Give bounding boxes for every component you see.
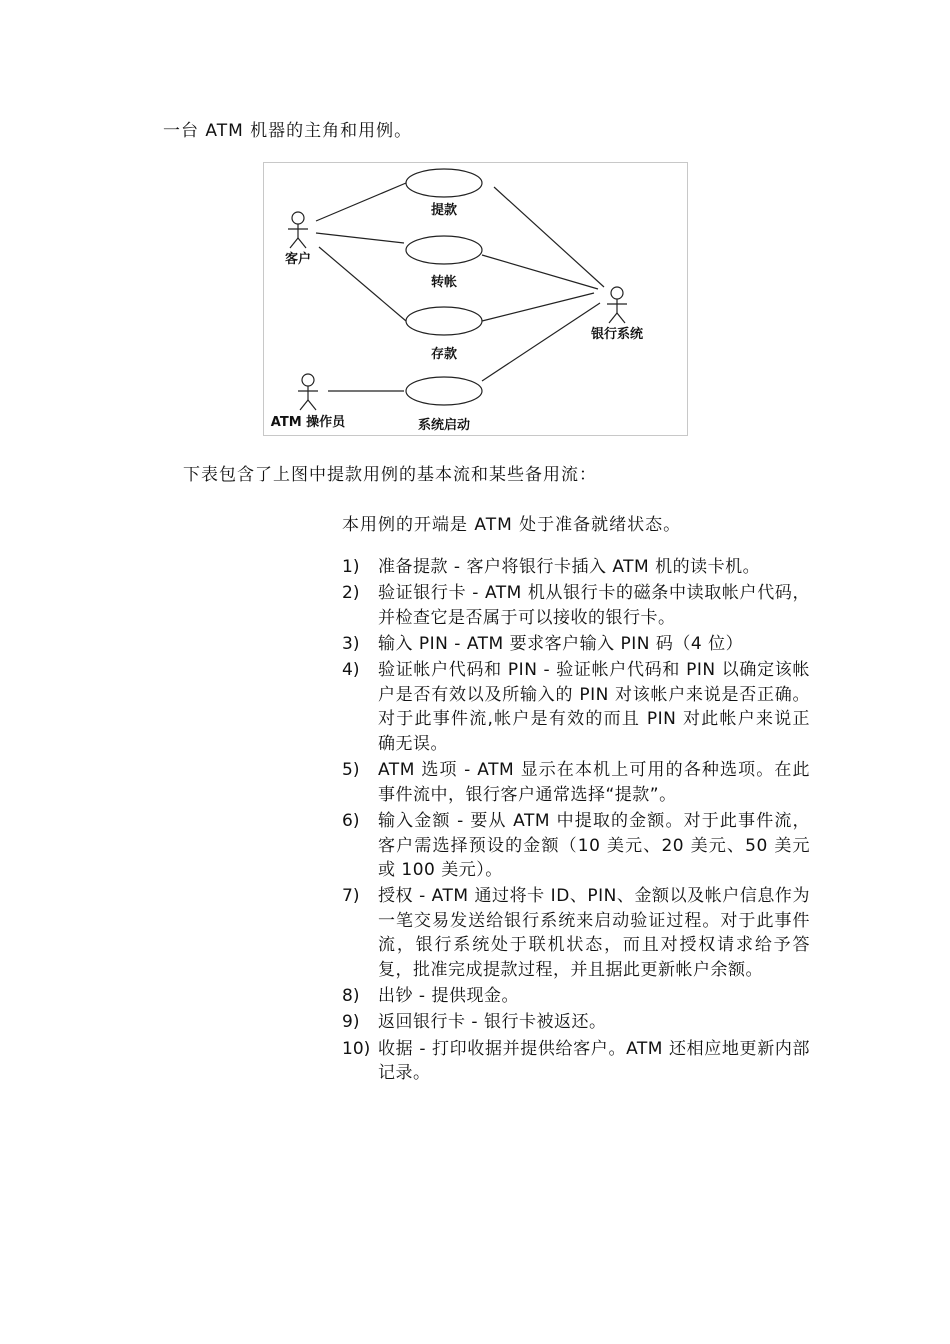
use-case-diagram-svg xyxy=(264,163,689,437)
list-item xyxy=(342,758,810,807)
assoc-customer-deposit xyxy=(319,247,406,321)
intro-text: 下表包含了上图中提款用例的基本流和某些备用流： xyxy=(183,465,597,485)
assoc-customer-transfer xyxy=(316,233,404,243)
step-text: 准备提款 - 客户将银行卡插入 ATM 机的读卡机。 xyxy=(378,557,761,577)
step-text: 输入金额 - 要从 ATM 中提取的金额。对于此事件流，客户需选择预设的金额（10 美元、20 美元、50 美元或 100 美元）。 xyxy=(378,810,810,881)
step-number: 2) xyxy=(342,583,360,604)
assoc-customer-withdraw xyxy=(316,183,406,221)
actor-operator-icon xyxy=(298,374,318,410)
use-case-transfer xyxy=(406,236,482,264)
use-case-deposit xyxy=(406,307,482,335)
step-text: ATM 选项 - ATM 显示在本机上可用的各种选项。在此事件流中，银行客户通常选择“提款”。 xyxy=(378,760,810,805)
list-item xyxy=(342,809,810,883)
step-text: 输入 PIN - ATM 要求客户输入 PIN 码（4 位） xyxy=(378,633,744,654)
step-number: 9) xyxy=(342,1012,360,1033)
use-case-label-startup: 系统启动 xyxy=(417,418,471,433)
list-item xyxy=(342,658,810,756)
assoc-withdraw-bank xyxy=(494,187,604,287)
step-number: 4) xyxy=(342,660,360,681)
list-item xyxy=(342,632,810,657)
step-number: 7) xyxy=(342,886,360,907)
actor-label-customer: 客户 xyxy=(284,252,312,267)
start-text: 本用例的开端是 ATM 处于准备就绪状态。 xyxy=(342,515,682,535)
use-case-startup xyxy=(406,377,482,405)
basic-flow-list xyxy=(342,555,810,1087)
actor-label-operator: ATM 操作员 xyxy=(270,415,346,430)
use-case-label-deposit: 存款 xyxy=(430,347,458,362)
step-number: 10) xyxy=(342,1038,371,1059)
step-number: 6) xyxy=(342,810,360,831)
list-item xyxy=(342,1010,810,1035)
list-item xyxy=(342,555,810,580)
assoc-startup-bank xyxy=(482,303,600,381)
step-text: 返回银行卡 - 银行卡被返还。 xyxy=(378,1012,607,1033)
use-case-label-transfer: 转帐 xyxy=(430,275,458,290)
step-number: 8) xyxy=(342,986,360,1007)
step-number: 5) xyxy=(342,760,360,781)
step-text: 验证帐户代码和 PIN - 验证帐户代码和 PIN 以确定该帐户是否有效以及所输入的 PIN 对该帐户来说是否正确。对于此事件流,帐户是有效的而且 PIN 对此帐户来说正确无误。 xyxy=(378,660,810,754)
list-item xyxy=(342,581,810,630)
use-case-diagram xyxy=(263,162,688,436)
step-text: 验证银行卡 - ATM 机从银行卡的磁条中读取帐户代码，并检查它是否属于可以接收的银行卡。 xyxy=(378,583,810,628)
use-case-label-withdraw: 提款 xyxy=(430,203,458,218)
assoc-deposit-bank xyxy=(482,293,594,321)
step-text: 出钞 - 提供现金。 xyxy=(378,986,519,1007)
actor-label-bank: 银行系统 xyxy=(590,327,644,342)
step-text: 授权 - ATM 通过将卡 ID、PIN、金额以及帐户信息作为一笔交易发送给银行系统来启动验证过程。对于此事件流，银行系统处于联机状态，而且对授权请求给予答复，批准完成提款过程，并且据此更新帐户余额。 xyxy=(378,886,810,981)
list-item xyxy=(342,984,810,1009)
actor-customer-icon xyxy=(288,212,308,248)
step-number: 1) xyxy=(342,557,360,577)
assoc-transfer-bank xyxy=(482,255,598,289)
list-item xyxy=(342,1037,810,1086)
step-number: 3) xyxy=(342,633,360,654)
step-text: 收据 - 打印收据并提供给客户。ATM 还相应地更新内部记录。 xyxy=(378,1038,810,1084)
list-item xyxy=(342,884,810,982)
figure-caption: 一台 ATM 机器的主角和用例。 xyxy=(163,121,413,141)
actor-bank-icon xyxy=(607,287,627,323)
use-case-withdraw xyxy=(406,169,482,197)
